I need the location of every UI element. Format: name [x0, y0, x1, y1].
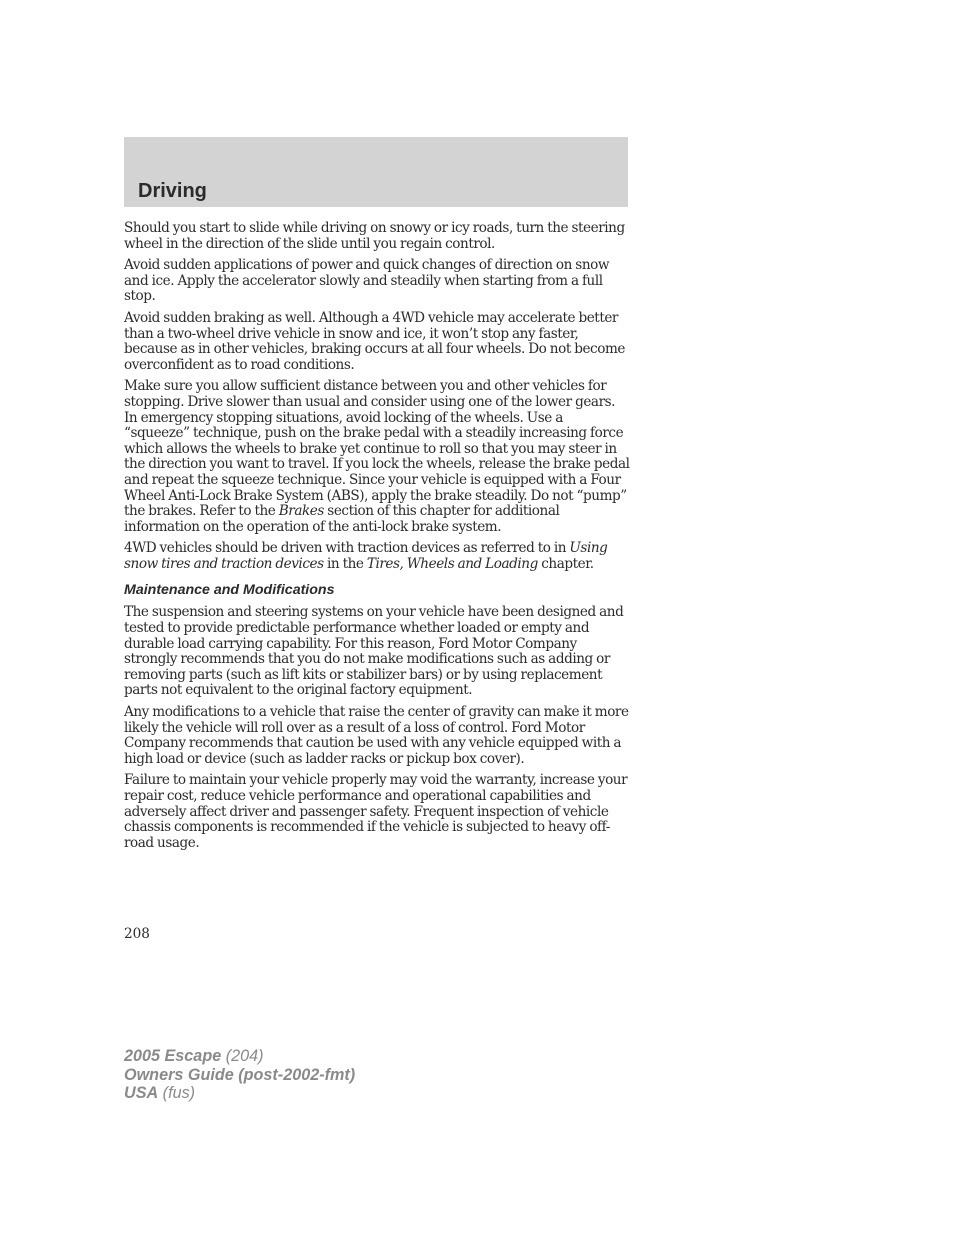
chapter-title: Driving [138, 180, 207, 202]
paragraph [124, 541, 630, 572]
footer-market: USA [124, 1084, 159, 1103]
footer-model-code: (204) [221, 1047, 264, 1065]
paragraph: Any modifications to a vehicle that raise the center of gravity can make it more likely the vehicle will roll over as a result of a loss of control. Ford Motor Company recommends that caution be used with any vehicle equipped with a high load or device (such as ladder racks or pickup box cover). [124, 704, 629, 767]
footer-line [124, 1066, 355, 1085]
paragraph: Failure to maintain your vehicle properly may void the warranty, increase your repair cost, reduce vehicle performance and operational capabilities and adversely affect driver and passenger safety. Frequent inspection of vehicle chassis components is recommended if the vehicle is subjected to heavy off-road usage. [124, 772, 628, 851]
footer-line [124, 1047, 355, 1066]
paragraph: Should you start to slide while driving on snowy or icy roads, turn the steering wheel in the direction of the slide until you regain control. [124, 220, 625, 252]
chapter-header [124, 137, 628, 207]
paragraph [124, 379, 630, 535]
text-run: section of this chapter for additional information on the operation of the anti-lock brake system. [124, 503, 560, 535]
paragraph: The suspension and steering systems on your vehicle have been designed and tested to provide predictable performance whether loaded or empty and durable load carrying capability. For this reason, Ford Motor Company strongly recommends that you do not make modifications such as adding or removing parts (such as lift kits or stabilizer bars) or by using replacement parts not equivalent to the original factory equipment. [124, 604, 624, 699]
page-number: 208 [124, 926, 150, 942]
footer-guide: Owners Guide (post-2002-fmt) [124, 1065, 356, 1084]
document-footer [124, 1047, 355, 1103]
text-run: Make sure you allow sufficient distance between you and other vehicles for stopping. Drive slower than usual and consider using one of the lower gears. In emergency stopping situations, avoid locking of the wheels. Use a “squeeze” technique, push on the brake pedal with a steadily increasing force which allows the wheels to brake yet continue to roll so that you may steer in the direction you want to travel. If you lock the wheels, release the brake pedal and repeat the squeeze technique. Since your vehicle is equipped with a Four Wheel Anti-Lock Brake System (ABS), apply the brake steadily. Do not “pump” the brakes. Refer to the [124, 378, 630, 520]
paragraph: Avoid sudden applications of power and quick changes of direction on snow and ice. Apply the accelerator slowly and steadily when starting from a full stop. [124, 257, 610, 305]
text-run: in the [323, 555, 367, 572]
cross-reference: Tires, Wheels and Loading [366, 555, 538, 572]
footer-market-code: (fus) [158, 1084, 196, 1103]
section-heading: Maintenance and Modifications [124, 582, 335, 599]
page-content [124, 221, 630, 857]
text-run: chapter. [537, 555, 594, 572]
text-run: 4WD vehicles should be driven with traction devices as referred to in [124, 540, 570, 557]
footer-line [124, 1084, 355, 1103]
footer-model: 2005 Escape [124, 1047, 222, 1065]
cross-reference: Using snow tires and traction devices [124, 540, 608, 572]
paragraph: Avoid sudden braking as well. Although a 4WD vehicle may accelerate better than a two-wheel drive vehicle in snow and ice, it won’t stop any faster, because as in other vehicles, braking occurs at all four wheels. Do not become overconfident as to road conditions. [124, 309, 625, 373]
cross-reference: Brakes [278, 503, 324, 520]
